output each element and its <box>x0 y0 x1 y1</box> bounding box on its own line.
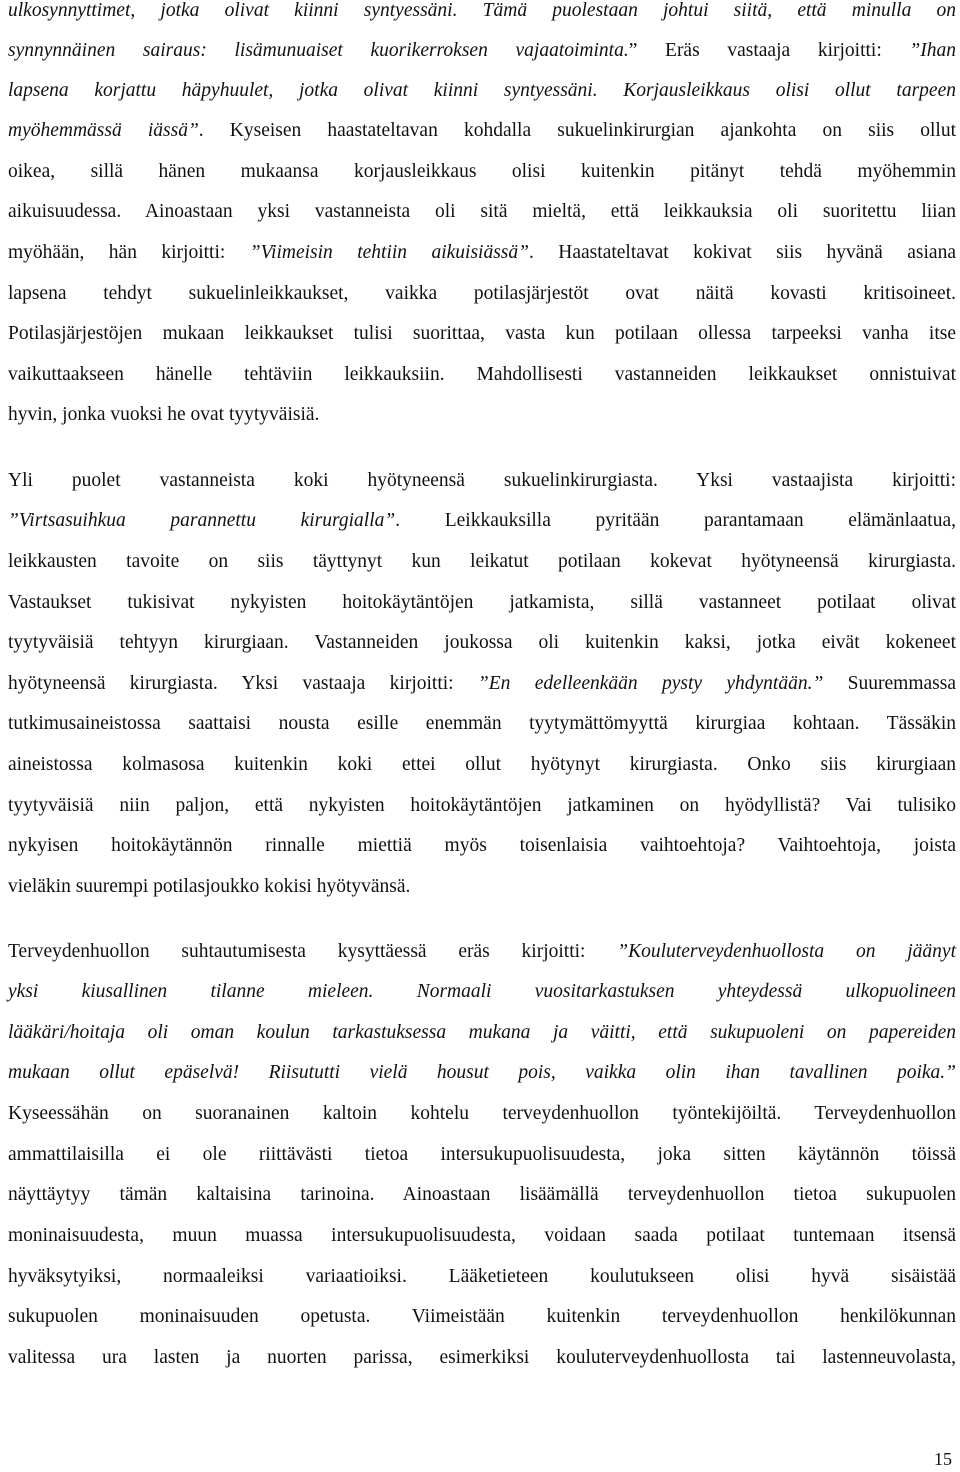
text-line <box>8 1221 956 1251</box>
text-run: tutkimusaineistossa saattaisi nousta esille enemmän tyytymättömyyttä kirurgiaa kohtaan. Tässäkin <box>8 713 956 734</box>
text-run: Potilasjärjestöjen mukaan leikkaukset tulisi suorittaa, vasta kun potilaan ollessa tarpeeksi vanha itse <box>8 323 956 344</box>
italic-text-run: synnynnäinen sairaus: lisämunuaiset kuorikerroksen vajaatoiminta. <box>8 40 629 61</box>
text-line <box>8 0 956 26</box>
text-run: hyväksytyiksi, normaaleiksi variaatioiksi. Lääketieteen koulutukseen olisi hyvä sisäistää <box>8 1266 956 1287</box>
text-line <box>8 506 956 536</box>
text-line <box>8 360 956 390</box>
italic-text-run: ”Virtsasuihkua parannettu kirurgialla” <box>8 510 396 531</box>
text-line <box>8 1180 956 1210</box>
text-line <box>8 279 956 309</box>
text-line <box>8 588 956 618</box>
text-line <box>8 319 956 349</box>
text-run: vaikuttaakseen hänelle tehtäviin leikkauksiin. Mahdollisesti vastanneiden leikkaukset onnistuivat <box>8 364 956 385</box>
text-line <box>8 466 956 496</box>
text-run: hyvin, jonka vuoksi he ovat tyytyväisiä. <box>8 404 320 425</box>
text-run: valitessa ura lasten ja nuorten parissa, esimerkiksi kouluterveydenhuollosta tai lastenneuvolasta, <box>8 1347 956 1368</box>
text-line <box>8 669 956 699</box>
text-line <box>8 872 956 902</box>
text-run: . Haastateltavat kokivat siis hyvänä asiana <box>528 242 956 263</box>
text-line <box>8 238 956 268</box>
italic-text-run: ”Viimeisin tehtiin aikuisiässä” <box>249 242 529 263</box>
text-line <box>8 709 956 739</box>
text-line <box>8 1018 956 1048</box>
text-line <box>8 628 956 658</box>
text-line <box>8 36 956 66</box>
italic-text-run: Tämä puolestaan johtui siitä, että minulla on <box>482 0 956 21</box>
text-line <box>8 1262 956 1292</box>
italic-text-run: ”En edelleenkään pysty yhdyntään.” <box>477 673 824 694</box>
text-line <box>8 750 956 780</box>
text-line <box>8 1140 956 1170</box>
text-line <box>8 76 956 106</box>
italic-text-run: ulkosynnyttimet, jotka olivat kiinni syntyessäni. <box>8 0 483 21</box>
text-line <box>8 116 956 146</box>
text-line <box>8 1099 956 1129</box>
text-run: nykyisen hoitokäytännön rinnalle miettiä myös toisenlaisia vaihtoehtoja? Vaihtoehtoja, joista <box>8 835 956 856</box>
text-run: näyttäytyy tämän kaltaisina tarinoina. Ainoastaan lisäämällä terveydenhuollon tietoa sukupuolen <box>8 1184 956 1205</box>
text-line <box>8 157 956 187</box>
text-run: ” Eräs vastaaja kirjoitti: <box>628 40 910 61</box>
text-line <box>8 977 956 1007</box>
italic-text-run: myöhemmässä iässä” <box>8 120 199 141</box>
italic-text-run: ”Kouluterveydenhuollosta on jäänyt <box>617 941 956 962</box>
italic-text-run: lapsena korjattu häpyhuulet, jotka olivat kiinni syntyessäni. Korjausleikkaus olisi ollut tarpeen <box>8 80 956 101</box>
text-line <box>8 1058 956 1088</box>
text-run: oikea, sillä hänen mukaansa korjausleikkaus olisi kuitenkin pitänyt tehdä myöhemmin <box>8 161 956 182</box>
text-line <box>8 937 956 967</box>
text-run: leikkausten tavoite on siis täyttynyt kun leikatut potilaan kokevat hyötyneensä kirurgiasta. <box>8 551 956 572</box>
italic-text-run: mukaan ollut epäselvä! Riisututti vielä housut pois, vaikka olin ihan tavallinen poika.” <box>8 1062 956 1083</box>
text-run: Vastaukset tukisivat nykyisten hoitokäytäntöjen jatkamista, sillä vastanneet potilaat olivat <box>8 592 956 613</box>
text-run: Suuremmassa <box>823 673 956 694</box>
text-line <box>8 400 956 430</box>
text-run: tyytyväisiä niin paljon, että nykyisten hoitokäytäntöjen jatkaminen on hyödyllistä? Vai tulisiko <box>8 795 956 816</box>
text-run: sukupuolen moninaisuuden opetusta. Viimeistään kuitenkin terveydenhuollon henkilökunnan <box>8 1306 956 1327</box>
text-line <box>8 197 956 227</box>
text-run: aikuisuudessa. Ainoastaan yksi vastanneista oli sitä mieltä, että leikkauksia oli suoritettu liian <box>8 201 956 222</box>
text-run: . Leikkauksilla pyritään parantamaan elämänlaatua, <box>395 510 957 531</box>
italic-text-run: ”Ihan <box>909 40 956 61</box>
text-line <box>8 791 956 821</box>
text-run: vieläkin suurempi potilasjoukko kokisi hyötyvänsä. <box>8 876 411 897</box>
text-run: moninaisuudesta, muun muassa intersukupuolisuudesta, voidaan saada potilaat tuntemaan itsensä <box>8 1225 956 1246</box>
text-run: hyötyneensä kirurgiasta. Yksi vastaaja kirjoitti: <box>8 673 478 694</box>
text-run: Terveydenhuollon suhtautumisesta kysyttäessä eräs kirjoitti: <box>8 941 618 962</box>
text-line <box>8 1343 956 1373</box>
text-run: Kyseessähän on suoranainen kaltoin kohtelu terveydenhuollon työntekijöiltä. Terveydenhuollon <box>8 1103 956 1124</box>
italic-text-run: yksi kiusallinen tilanne mieleen. Normaali vuositarkastuksen yhteydessä ulkopuolineen <box>8 981 956 1002</box>
text-line <box>8 1302 956 1332</box>
italic-text-run: lääkäri/hoitaja oli oman koulun tarkastuksessa mukana ja väitti, että sukupuoleni on papereiden <box>8 1022 956 1043</box>
text-line <box>8 547 956 577</box>
text-run: aineistossa kolmasosa kuitenkin koki ettei ollut hyötynyt kirurgiasta. Onko siis kirurgiaan <box>8 754 956 775</box>
text-run: Yli puolet vastanneista koki hyötyneensä sukuelinkirurgiasta. Yksi vastaajista kirjoitti: <box>8 470 956 491</box>
page-number: 15 <box>934 1449 952 1469</box>
text-run: tyytyväisiä tehtyyn kirurgiaan. Vastanneiden joukossa oli kuitenkin kaksi, jotka eivät kokeneet <box>8 632 956 653</box>
text-run: lapsena tehdyt sukuelinleikkaukset, vaikka potilasjärjestöt ovat näitä kovasti kritisoineet. <box>8 283 956 304</box>
text-run: myöhään, hän kirjoitti: <box>8 242 250 263</box>
text-run: ammattilaisilla ei ole riittävästi tietoa intersukupuolisuudesta, joka sitten käytännön töissä <box>8 1144 956 1165</box>
text-line <box>8 831 956 861</box>
text-run: . Kyseisen haastateltavan kohdalla sukuelinkirurgian ajankohta on siis ollut <box>198 120 956 141</box>
